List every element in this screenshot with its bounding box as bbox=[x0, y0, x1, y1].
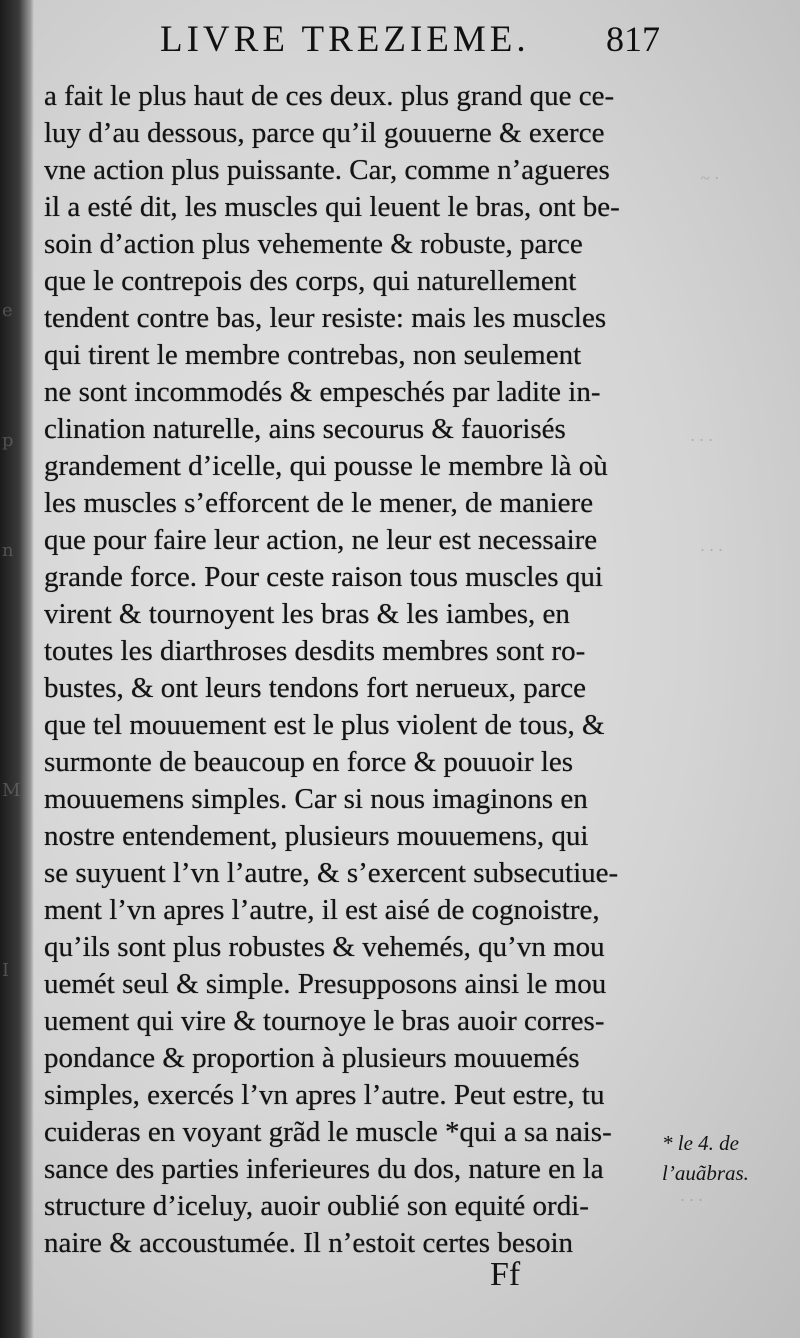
bleed-through-mark: · · · bbox=[690, 430, 713, 450]
margin-note-line: l’auãbras. bbox=[662, 1161, 749, 1185]
running-title: LIVRE TREZIEME. bbox=[160, 19, 530, 60]
text-line: bustes, & ont leurs tendons fort nerueux, parce bbox=[44, 672, 586, 704]
bleed-through-mark: ~ · bbox=[700, 168, 719, 188]
text-line: se suyuent l’vn l’autre, & s’exercent subsecutiue- bbox=[44, 857, 619, 889]
text-line: tendent contre bas, leur resiste: mais les muscles bbox=[44, 302, 607, 334]
bleed-mark: p bbox=[2, 430, 14, 451]
text-line: mouuemens simples. Car si nous imaginons en bbox=[44, 783, 588, 815]
text-line: ne sont incommodés & empeschés par ladite in- bbox=[44, 376, 601, 408]
text-line: il a esté dit, les muscles qui leuent le bras, ont be- bbox=[44, 191, 620, 223]
text-line: nostre entendement, plusieurs mouuemens, qui bbox=[44, 820, 589, 852]
bleed-mark: M bbox=[2, 780, 21, 801]
margin-note bbox=[662, 1128, 792, 1188]
text-line: que le contrepois des corps, qui naturellement bbox=[44, 265, 577, 297]
page-header bbox=[150, 16, 660, 72]
text-line: qui tirent le membre contrebas, non seulement bbox=[44, 339, 582, 371]
text-line: qu’ils sont plus robustes & vehemés, qu’vn mou bbox=[44, 931, 605, 963]
text-line: a fait le plus haut de ces deux. plus grand que ce- bbox=[44, 80, 615, 112]
text-line: clination naturelle, ains secourus & fauorisés bbox=[44, 413, 566, 445]
text-line: cuideras en voyant grãd le muscle *qui a sa nais- bbox=[44, 1116, 612, 1148]
bleed-mark: e bbox=[2, 300, 13, 321]
text-line: les muscles s’efforcent de le mener, de maniere bbox=[44, 487, 594, 519]
binding-gutter bbox=[0, 0, 34, 1338]
text-line: luy d’au dessous, parce qu’il gouuerne & exerce bbox=[44, 117, 605, 149]
text-line: pondance & proportion à plusieurs mouuemés bbox=[44, 1042, 580, 1074]
text-line: sance des parties inferieures du dos, nature en la bbox=[44, 1153, 604, 1185]
text-line: surmonte de beaucoup en force & pouuoir les bbox=[44, 746, 574, 778]
bleed-mark: n bbox=[2, 540, 14, 561]
text-line: grandement d’icelle, qui pousse le membre là où bbox=[44, 450, 608, 482]
bleed-through-mark: · · · bbox=[680, 1190, 703, 1210]
text-line: structure d’iceluy, auoir oublié son equité ordi- bbox=[44, 1190, 589, 1222]
text-line: simples, exercés l’vn apres l’autre. Peut estre, tu bbox=[44, 1079, 605, 1111]
text-line: vne action plus puissante. Car, comme n’agueres bbox=[44, 154, 610, 186]
bleed-through-mark: · · · bbox=[700, 540, 723, 560]
text-line: uemét seul & simple. Presupposons ainsi le mou bbox=[44, 968, 607, 1000]
text-line: naire & accoustumée. Il n’estoit certes besoin bbox=[44, 1227, 574, 1259]
text-line: virent & tournoyent les bras & les iambes, en bbox=[44, 598, 570, 630]
signature-mark: Ff bbox=[490, 1256, 521, 1293]
text-line: que pour faire leur action, ne leur est necessaire bbox=[44, 524, 598, 556]
margin-note-line: * le 4. de bbox=[662, 1131, 739, 1155]
text-line: que tel mouuement est le plus violent de tous, & bbox=[44, 709, 605, 741]
text-line: toutes les diarthroses desdits membres sont ro- bbox=[44, 635, 586, 667]
text-line: uement qui vire & tournoye le bras auoir corres- bbox=[44, 1005, 605, 1037]
body-text bbox=[44, 78, 662, 1262]
text-line: ment l’vn apres l’autre, il est aisé de cognoistre, bbox=[44, 894, 600, 926]
text-line: soin d’action plus vehemente & robuste, parce bbox=[44, 228, 583, 260]
page-number: 817 bbox=[606, 19, 660, 59]
text-line: grande force. Pour ceste raison tous muscles qui bbox=[44, 561, 603, 593]
bleed-mark: I bbox=[2, 960, 10, 981]
